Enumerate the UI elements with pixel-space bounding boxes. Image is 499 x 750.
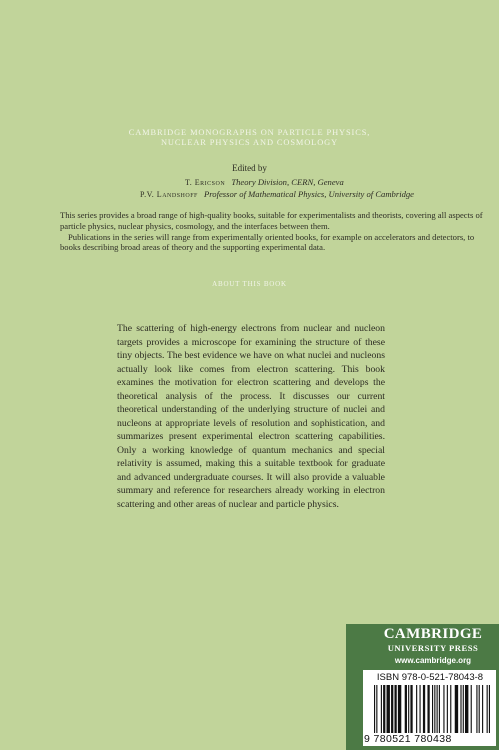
editor-1-name: T. Ericson: [185, 178, 226, 187]
series-description-paragraph-1: This series provides a broad range of high-quality books, suitable for experimentalists and theorists, covering all aspects of particle physics, nuclear physics, cosmology, and the interfaces between them.: [60, 210, 483, 231]
barcode-bar: [439, 685, 440, 733]
barcode-bar: [374, 685, 375, 733]
barcode-bar: [479, 685, 480, 733]
editor-2-affiliation: Professor of Mathematical Physics, University of Cambridge: [204, 189, 414, 199]
barcode-bar: [487, 685, 488, 733]
isbn-label: ISBN 978-0-521-78043-8: [376, 672, 484, 683]
barcode-bar: [450, 685, 451, 733]
barcode-bar: [387, 685, 390, 733]
barcode-bar: [463, 685, 464, 733]
about-heading: ABOUT THIS BOOK: [212, 280, 287, 288]
publisher-url: www.cambridge.org: [394, 656, 472, 665]
series-description-paragraph-2: Publications in the series will range from experimentally oriented books, for example on accelerators and detectors, to books describing broad areas of theory and the supporting experimental data.: [60, 231, 475, 253]
barcode-bar: [471, 685, 472, 733]
barcode-bar: [416, 685, 417, 733]
barcode-bar: [423, 685, 425, 733]
barcode-bar: [383, 685, 385, 733]
publisher-press: UNIVERSITY PRESS: [387, 643, 479, 653]
barcode-bar: [381, 685, 382, 733]
edited-by-label: Edited by: [232, 163, 267, 173]
barcode-bar: [391, 685, 393, 733]
barcode-digits: 9 780521 780438: [364, 733, 452, 745]
barcode-bar: [443, 685, 444, 733]
barcode-bar: [482, 685, 483, 733]
barcode-icon: [374, 685, 490, 733]
barcode-bar: [447, 685, 448, 733]
barcode-bar: [434, 685, 435, 733]
editor-2-name: P.V. Landshoff: [140, 190, 198, 199]
publisher-logo: CAMBRIDGE: [383, 626, 483, 642]
editor-1-affiliation: Theory Division, CERN, Geneva: [231, 177, 344, 187]
barcode-bar: [460, 685, 461, 733]
barcode-bar: [432, 685, 433, 733]
barcode-bar: [465, 685, 468, 733]
barcode-bar: [427, 685, 429, 733]
series-title-line-2: NUCLEAR PHYSICS AND COSMOLOGY: [160, 138, 339, 147]
barcode-bar: [419, 685, 420, 733]
barcode-bar: [455, 685, 458, 733]
barcode-bar: [394, 685, 396, 733]
series-title-line-1: CAMBRIDGE MONOGRAPHS ON PARTICLE PHYSICS,: [128, 128, 371, 137]
barcode-bar: [398, 685, 401, 733]
barcode-bar: [489, 685, 490, 733]
barcode-bar: [410, 685, 412, 733]
editor-2: [140, 189, 414, 199]
about-text: The scattering of high-energy electrons from nuclear and nucleon targets provides a microscope for examining the structure of these tiny objects. The best evidence we have on what nuclei and nucleons actually look like comes from electron scattering. This book examines the motivation for electron scattering and develops the theoretical analysis of the process. It discusses our current theoretical understanding of the underlying structure of nuclei and nucleons at appropriate levels of resolution and sophistication, and summarizes present experimental electron scattering capabilities. Only a working knowledge of quantum mechanics and special relativity is assumed, making this a suitable textbook for graduate and advanced undergraduate courses. It will also provide a valuable summary and reference for researchers already working in electron scattering and other areas of nuclear and particle physics.: [117, 323, 385, 510]
barcode-bar: [405, 685, 407, 733]
barcode-bar: [437, 685, 438, 733]
barcode-bar: [376, 685, 377, 733]
series-title: [0, 128, 499, 148]
barcode-bar: [476, 685, 477, 733]
barcode-bar: [408, 685, 409, 733]
editor-1: [185, 177, 344, 187]
series-description: [60, 210, 490, 253]
